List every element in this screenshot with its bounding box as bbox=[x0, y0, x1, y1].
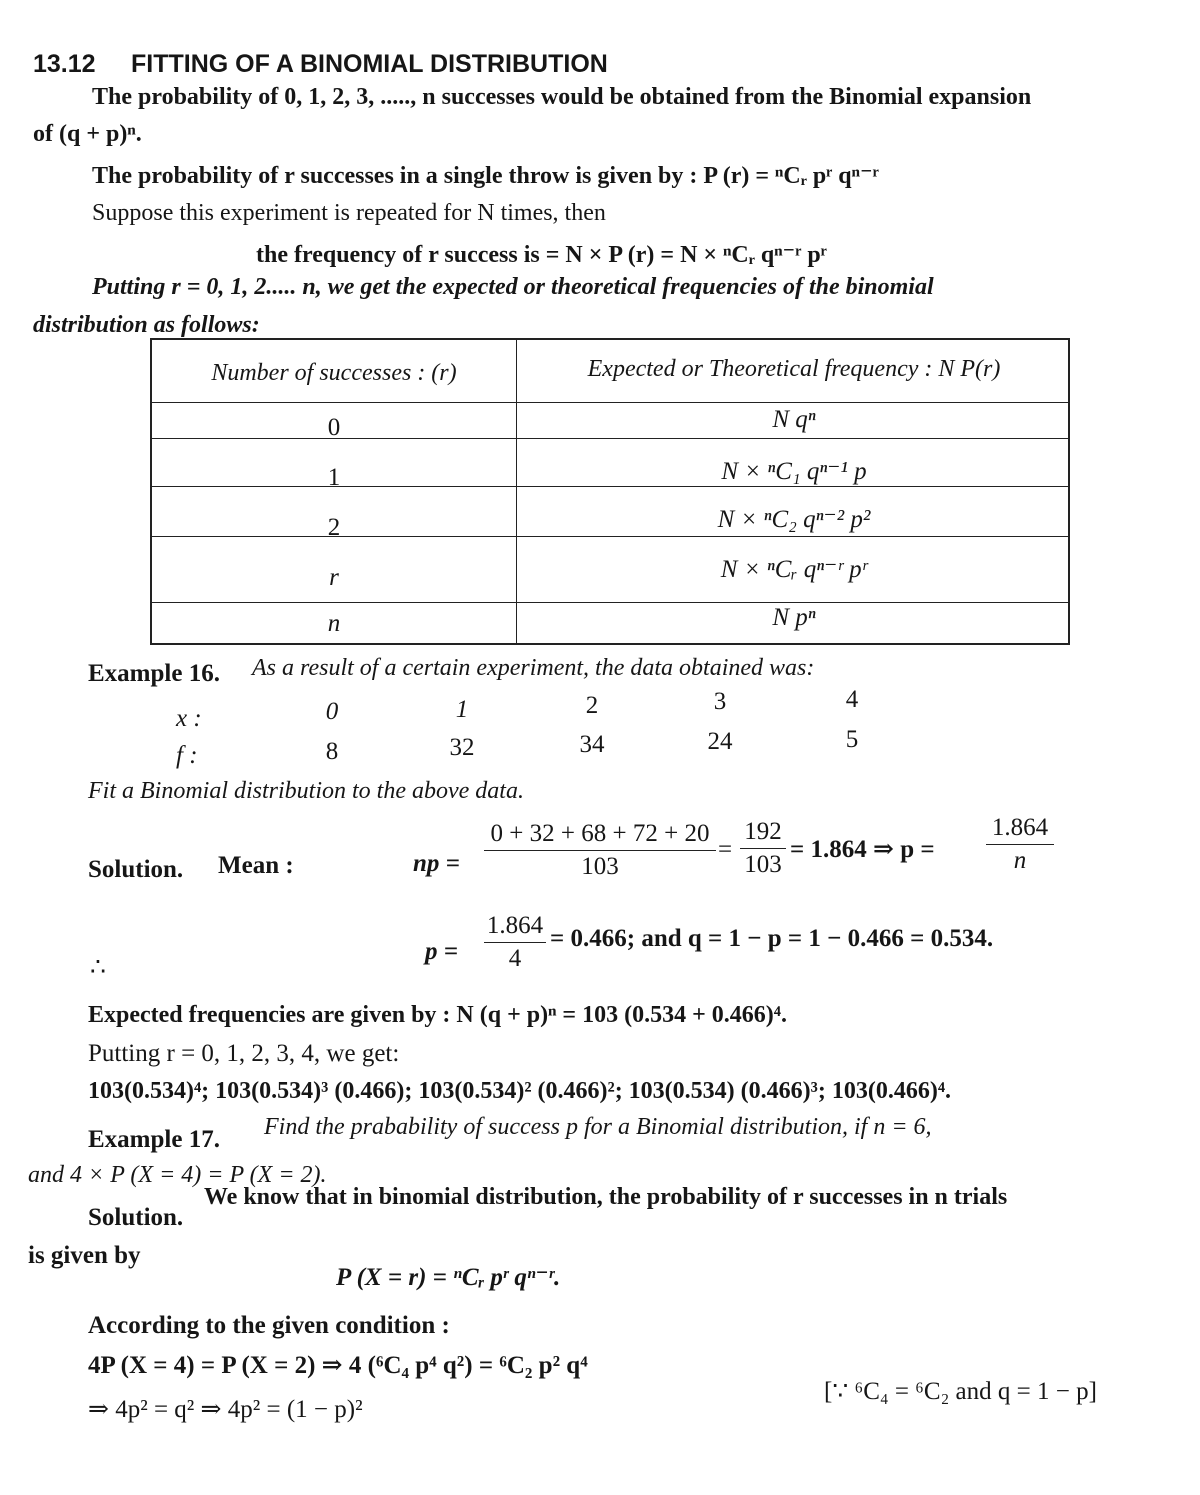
p-value-numerator: 1.864 bbox=[486, 912, 544, 939]
solution-label-17: Solution. bbox=[88, 1204, 184, 1231]
putting-values: Putting r = 0, 1, 2, 3, 4, we get: bbox=[88, 1040, 400, 1067]
f-value-4: 5 bbox=[845, 726, 859, 753]
x-value-2: 2 bbox=[585, 692, 599, 719]
mean-numerator: 0 + 32 + 68 + 72 + 20 bbox=[490, 820, 710, 847]
p-value-denominator: 4 bbox=[508, 945, 522, 972]
x-value-3: 3 bbox=[713, 688, 727, 715]
section-number: 13.12 bbox=[33, 50, 96, 78]
example-16-statement: As a result of a certain experiment, the data obtained was: bbox=[252, 655, 815, 681]
x-value-1: 1 bbox=[455, 696, 469, 723]
mean-fraction bbox=[484, 820, 716, 881]
f-value-3: 24 bbox=[707, 728, 733, 755]
mean-label: Mean : bbox=[218, 852, 294, 879]
results-line: 103(0.534)⁴; 103(0.534)³ (0.466); 103(0.534)² (0.466)²; 103(0.534) (0.466)³; 103(0.466)⁴. bbox=[88, 1078, 952, 1104]
example-16-label: Example 16. bbox=[88, 660, 220, 687]
solution-label-16: Solution. bbox=[88, 856, 184, 883]
p-fraction bbox=[986, 814, 1054, 875]
intro-frequency: the frequency of r success is = N × P (r) = N × ⁿCᵣ qⁿ⁻ʳ pʳ bbox=[256, 242, 827, 268]
ratio-numerator: 192 bbox=[744, 818, 782, 845]
ratio-denominator: 103 bbox=[744, 851, 782, 878]
step-2: ⇒ 4p² = q² ⇒ 4p² = (1 − p)² bbox=[88, 1396, 363, 1423]
f-label: f : bbox=[176, 742, 198, 769]
example-16-task: Fit a Binomial distribution to the above data. bbox=[88, 778, 524, 804]
mean-result: = 1.864 ⇒ p = bbox=[790, 836, 935, 863]
table-row-1-freq: N × ⁿC₁ qⁿ⁻¹ p bbox=[721, 458, 867, 485]
intro-prob-r: The probability of r successes in a single throw is given by : P (r) = ⁿCᵣ pʳ qⁿ⁻ʳ bbox=[92, 163, 879, 189]
table-header-successes: Number of successes : (r) bbox=[211, 360, 457, 386]
p-numerator: 1.864 bbox=[991, 814, 1049, 841]
intro-putting-line-2: distribution as follows: bbox=[33, 312, 260, 338]
table-row-2-r: 2 bbox=[327, 514, 341, 541]
side-note: [∵ ⁶C₄ = ⁶C₂ and q = 1 − p] bbox=[824, 1378, 1097, 1405]
x-label: x : bbox=[176, 705, 202, 732]
intro-putting-line-1: Putting r = 0, 1, 2..... n, we get the expected or theoretical frequencies of the binomial bbox=[92, 274, 934, 300]
p-denominator: n bbox=[1013, 847, 1027, 874]
therefore-symbol: ∴ bbox=[90, 954, 106, 981]
table-row-0-r: 0 bbox=[327, 414, 341, 441]
f-value-0: 8 bbox=[325, 738, 339, 765]
mean-denominator: 103 bbox=[581, 853, 619, 880]
frequency-table bbox=[150, 338, 1070, 645]
x-value-0: 0 bbox=[325, 698, 339, 725]
expected-frequencies: Expected frequencies are given by : N (q + p)ⁿ = 103 (0.534 + 0.466)⁴. bbox=[88, 1002, 787, 1028]
table-row-4-r: n bbox=[327, 610, 341, 637]
example-17-statement: Find the prabability of success p for a Binomial distribution, if n = 6, bbox=[264, 1114, 932, 1140]
f-value-1: 32 bbox=[449, 734, 475, 761]
p-value-fraction bbox=[484, 912, 546, 973]
table-row-1-r: 1 bbox=[327, 464, 341, 491]
np-equals: np = bbox=[413, 850, 460, 877]
equals-sign: = bbox=[718, 836, 733, 863]
table-row-0-freq: N qⁿ bbox=[772, 406, 816, 433]
intro-line-1: The probability of 0, 1, 2, 3, ....., n successes would be obtained from the Binomial expansion bbox=[92, 84, 1032, 110]
p-equals: p = bbox=[425, 938, 458, 965]
ratio-fraction bbox=[740, 818, 786, 879]
intro-suppose: Suppose this experiment is repeated for N times, then bbox=[92, 200, 606, 226]
p-result: = 0.466; and q = 1 − p = 1 − 0.466 = 0.534. bbox=[550, 925, 994, 952]
step-1: 4P (X = 4) = P (X = 2) ⇒ 4 (⁶C₄ p⁴ q²) = ⁶C₂ p² q⁴ bbox=[88, 1352, 588, 1379]
table-row-3-freq: N × ⁿCᵣ qⁿ⁻ʳ pʳ bbox=[720, 556, 868, 583]
example-17-statement-2: and 4 × P (X = 4) = P (X = 2). bbox=[28, 1162, 327, 1188]
intro-line-2: of (q + p)ⁿ. bbox=[33, 121, 142, 147]
x-value-4: 4 bbox=[845, 686, 859, 713]
f-value-2: 34 bbox=[579, 731, 605, 758]
table-header-frequency: Expected or Theoretical frequency : N P(r) bbox=[587, 356, 1001, 382]
condition-label: According to the given condition : bbox=[88, 1312, 450, 1339]
solution-17-text: We know that in binomial distribution, the probability of r successes in n trials bbox=[204, 1184, 1008, 1210]
section-title: FITTING OF A BINOMIAL DISTRIBUTION bbox=[131, 50, 608, 78]
table-row-4-freq: N pⁿ bbox=[772, 604, 816, 631]
example-17-label: Example 17. bbox=[88, 1126, 220, 1153]
given-by: is given by bbox=[28, 1242, 141, 1269]
binomial-formula: P (X = r) = ⁿCᵣ pʳ qⁿ⁻ʳ. bbox=[336, 1264, 561, 1291]
table-row-3-r: r bbox=[329, 564, 339, 591]
table-row-2-freq: N × ⁿC₂ qⁿ⁻² p² bbox=[717, 506, 871, 533]
